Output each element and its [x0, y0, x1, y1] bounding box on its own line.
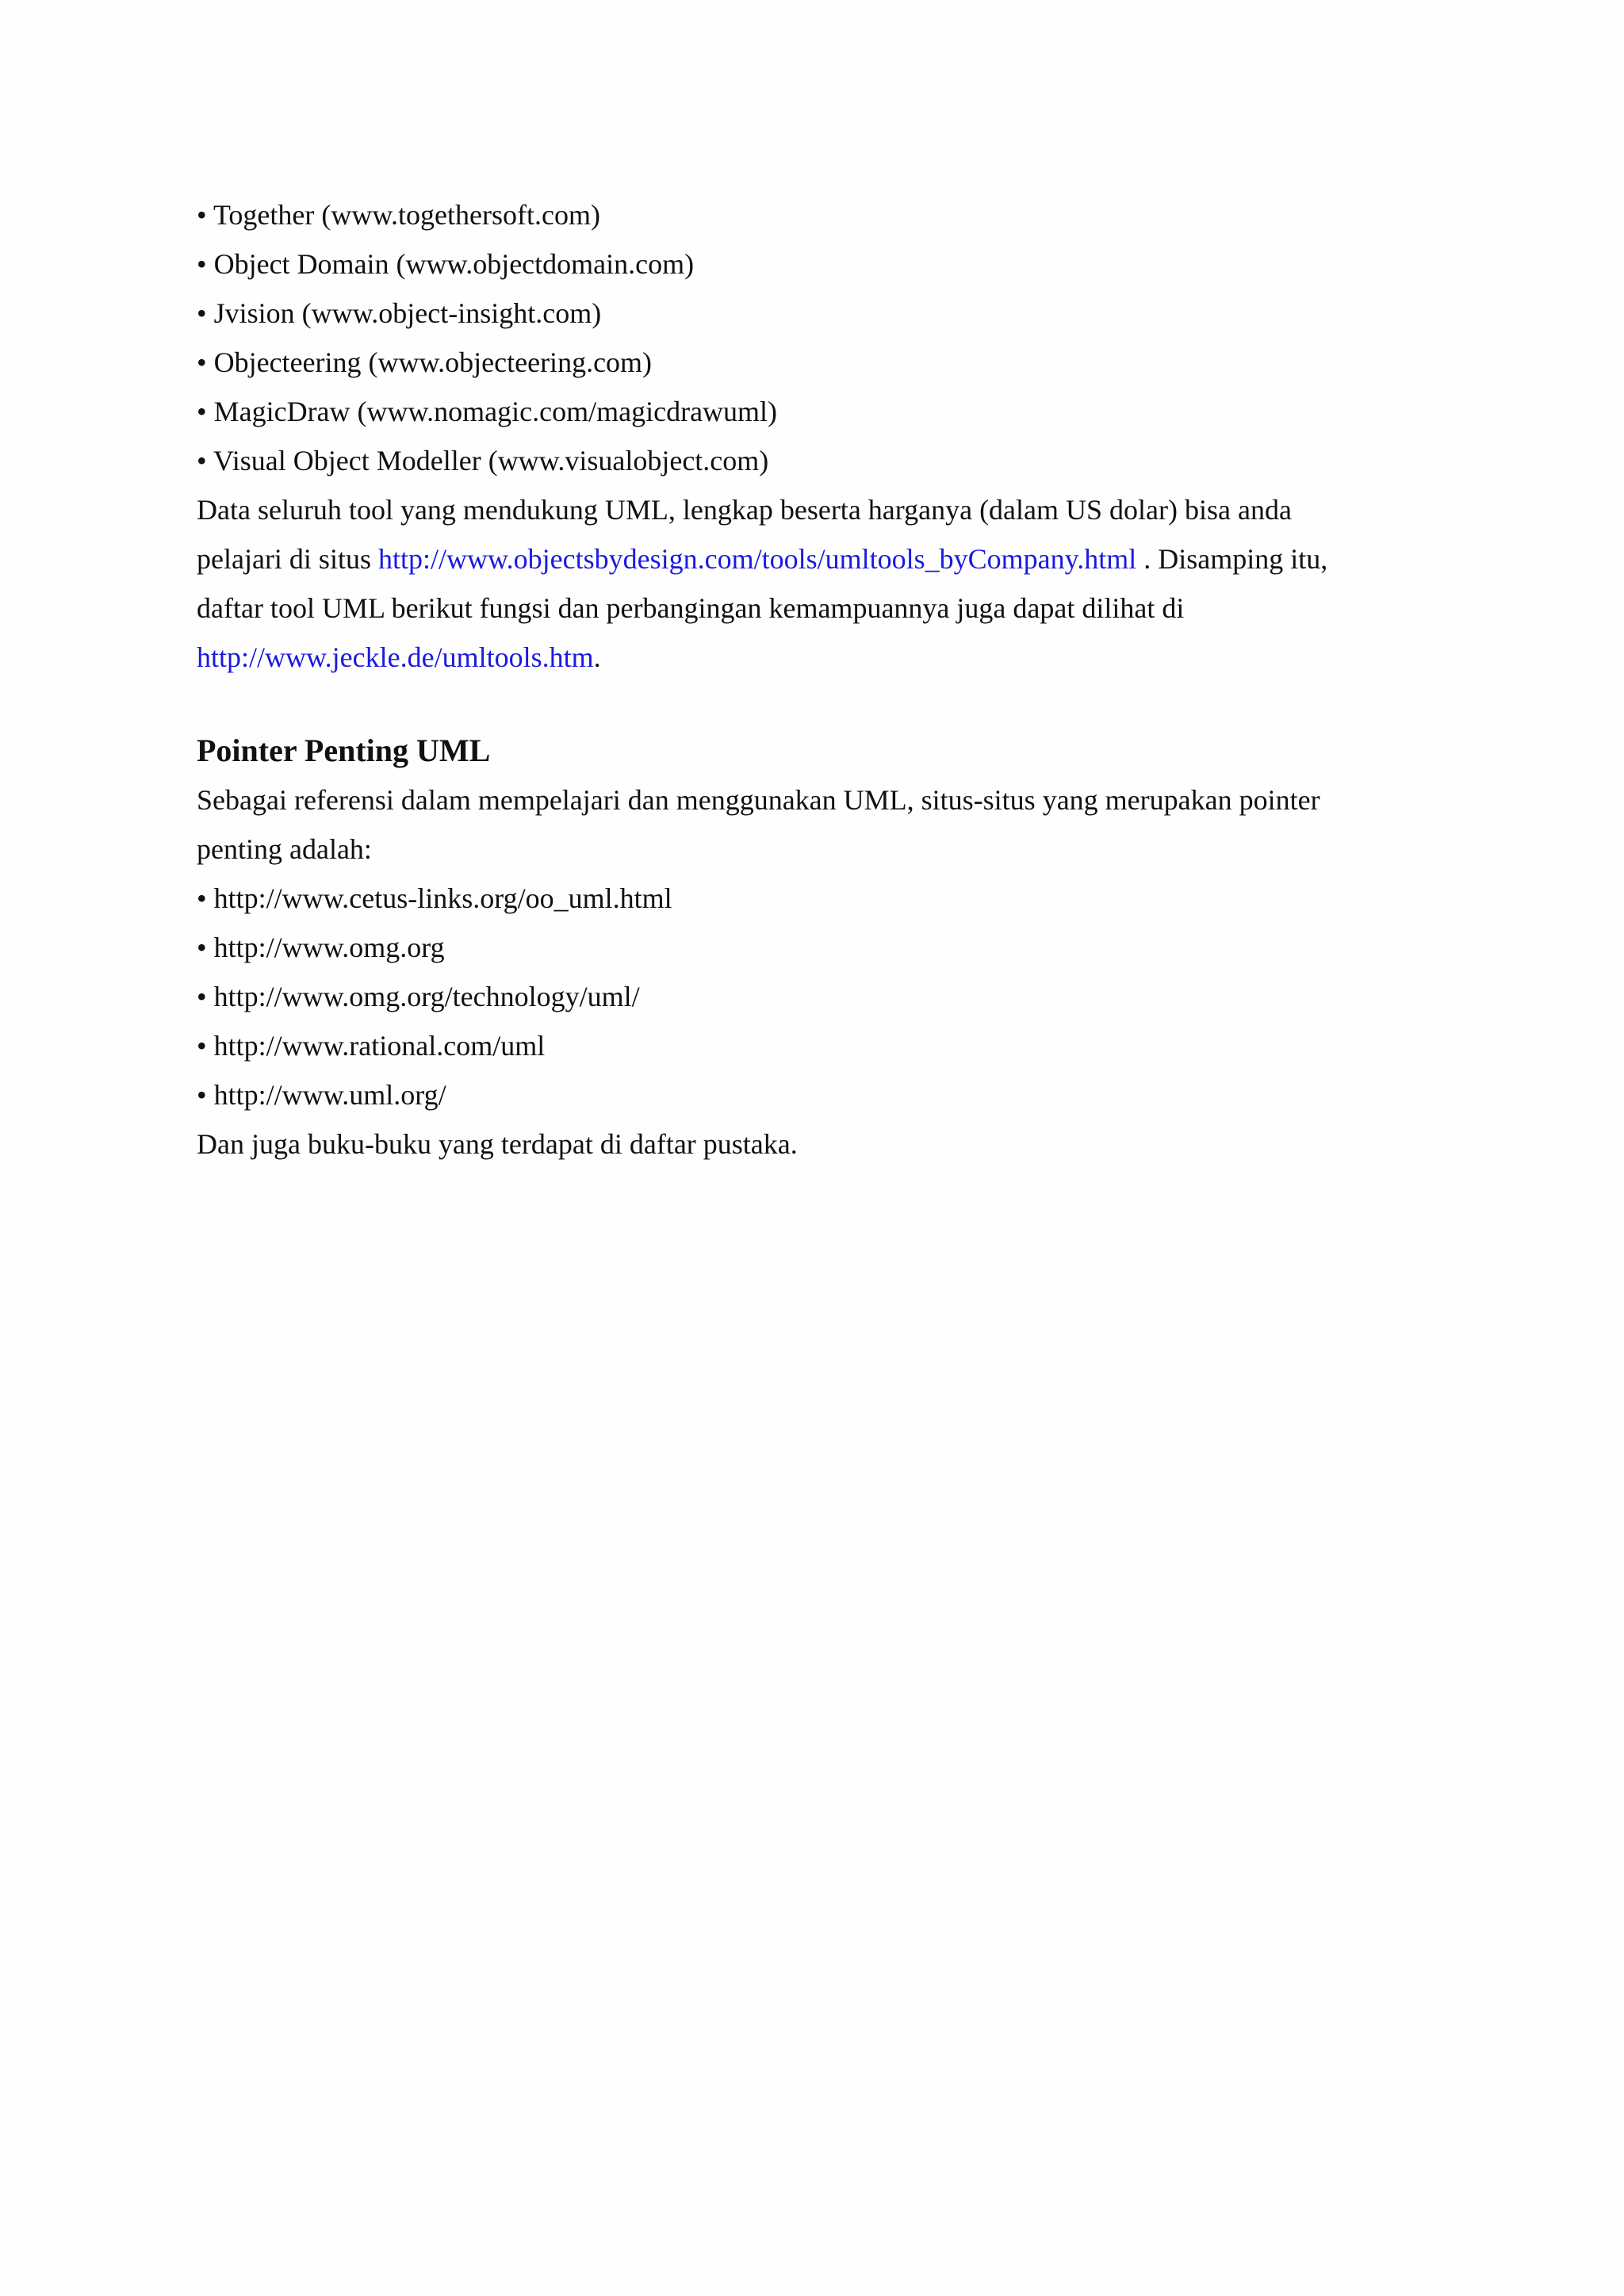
pointer-links-list — [197, 874, 1434, 1119]
list-item: • http://www.omg.org/technology/uml/ — [197, 981, 640, 1012]
list-item: • Object Domain (www.objectdomain.com) — [197, 248, 695, 280]
list-item: • Together (www.togethersoft.com) — [197, 199, 600, 231]
paragraph-line: Data seluruh tool yang mendukung UML, lengkap beserta harganya (dalam US dolar) bisa anda — [197, 494, 1292, 526]
jeckle-umltools-link[interactable]: http://www.jeckle.de/umltools.htm — [197, 641, 594, 673]
list-item: • http://www.rational.com/uml — [197, 1030, 546, 1062]
section-heading: Pointer Penting UML — [197, 733, 491, 768]
tools-paragraph — [197, 485, 1434, 682]
paragraph-line — [197, 534, 1434, 584]
document-page — [197, 190, 1434, 1169]
list-item: • http://www.uml.org/ — [197, 1079, 446, 1111]
list-item: • http://www.cetus-links.org/oo_uml.html — [197, 882, 672, 914]
closing-line: Dan juga buku-buku yang terdapat di daftar pustaka. — [197, 1128, 798, 1160]
list-item: • Objecteering (www.objecteering.com) — [197, 346, 653, 378]
paragraph-line: Sebagai referensi dalam mempelajari dan menggunakan UML, situs-situs yang merupakan pointer — [197, 784, 1320, 816]
paragraph-text: . — [593, 641, 601, 673]
paragraph-line — [197, 633, 1434, 682]
section-spacer — [197, 682, 1434, 726]
paragraph-line: daftar tool UML berikut fungsi dan perbangingan kemampuannya juga dapat dilihat di — [197, 592, 1185, 624]
list-item: • MagicDraw (www.nomagic.com/magicdrawuml) — [197, 396, 778, 427]
tools-list — [197, 190, 1434, 485]
paragraph-line: penting adalah: — [197, 833, 372, 865]
umltools-bycompany-link[interactable]: http://www.objectsbydesign.com/tools/umltools_byCompany.html — [377, 543, 1137, 575]
list-item: • Visual Object Modeller (www.visualobject.com) — [197, 445, 769, 476]
paragraph-text: pelajari di situs — [197, 543, 378, 575]
list-item: • http://www.omg.org — [197, 932, 445, 963]
list-item: • Jvision (www.object-insight.com) — [197, 297, 602, 329]
section-intro — [197, 775, 1434, 874]
paragraph-text: . Disamping itu, — [1136, 543, 1328, 575]
